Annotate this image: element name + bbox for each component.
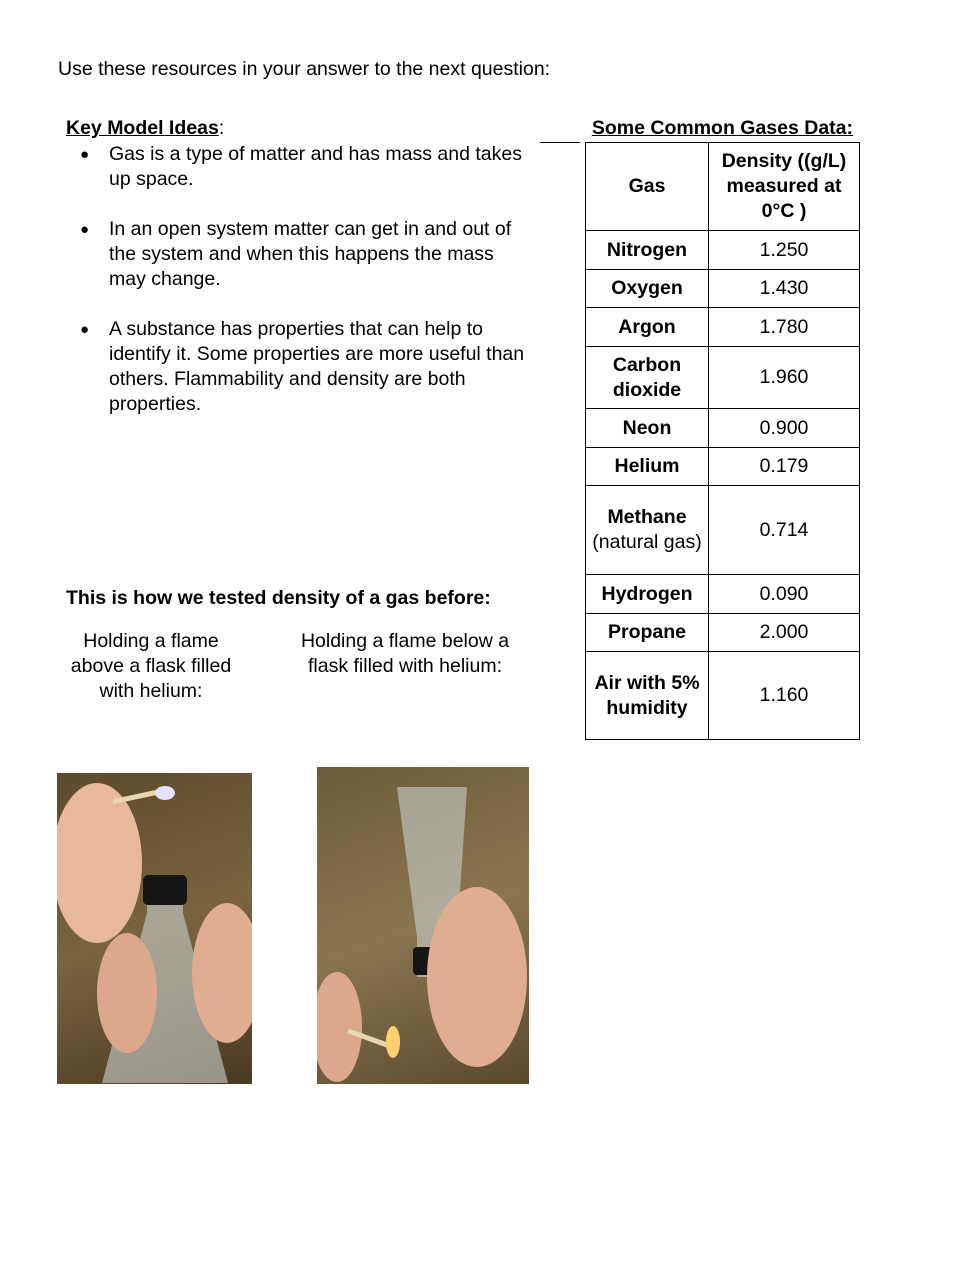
density-cell: 1.960 xyxy=(709,347,860,409)
gas-name-cell xyxy=(586,270,709,308)
gas-name-cell xyxy=(586,614,709,652)
list-item: ● In an open system matter can get in and out of the system and when this happens the mass may change. xyxy=(66,217,526,292)
photo-flame-above-flask xyxy=(57,773,252,1084)
test-heading: This is how we tested density of a gas before: xyxy=(66,587,491,609)
density-cell: 1.780 xyxy=(709,308,860,347)
table-row xyxy=(586,575,860,614)
gas-name: Carbon dioxide xyxy=(612,353,682,401)
gas-name-cell xyxy=(586,575,709,614)
gas-name-cell xyxy=(586,448,709,486)
photo-flame-below-flask xyxy=(317,767,529,1084)
gas-note: (natural gas) xyxy=(592,531,702,553)
gas-name-cell xyxy=(586,652,709,740)
colon: : xyxy=(218,117,225,139)
gas-name-cell xyxy=(586,308,709,347)
gas-name: Air with 5% humidity xyxy=(594,671,700,719)
density-cell: 0.714 xyxy=(709,486,860,575)
gas-name-cell xyxy=(586,486,709,575)
table-row xyxy=(586,347,860,409)
gas-name: Propane xyxy=(607,621,687,643)
table-row xyxy=(586,448,860,486)
key-ideas-heading xyxy=(66,117,224,140)
density-cell: 1.430 xyxy=(709,270,860,308)
table-row xyxy=(586,614,860,652)
table-row xyxy=(586,231,860,270)
gas-name: Argon xyxy=(618,315,676,338)
density-cell: 0.179 xyxy=(709,448,860,486)
key-ideas-list xyxy=(66,142,526,442)
table-row xyxy=(586,308,860,347)
density-cell: 2.000 xyxy=(709,614,860,652)
table-row xyxy=(586,270,860,308)
gas-name: Methane xyxy=(607,506,687,528)
list-item: ● A substance has properties that can help to identify it. Some properties are more useful than others. Flammability and density are both properties. xyxy=(66,317,526,417)
gas-name: Hydrogen xyxy=(601,582,693,605)
gas-name-cell xyxy=(586,409,709,448)
table-header-row xyxy=(586,143,860,231)
table-row xyxy=(586,652,860,740)
intro-text: Use these resources in your answer to the next question: xyxy=(58,58,551,80)
caption-flame-above: Holding a flame above a flask filled with helium: xyxy=(70,630,232,702)
key-ideas-title: Key Model Ideas xyxy=(66,117,219,139)
density-cell: 0.900 xyxy=(709,409,860,448)
density-cell: 1.160 xyxy=(709,652,860,740)
gas-name-cell xyxy=(586,231,709,270)
gas-name-cell xyxy=(586,347,709,409)
gas-name: Oxygen xyxy=(611,277,683,299)
table-row xyxy=(586,486,860,575)
list-item: ● Gas is a type of matter and has mass and takes up space. xyxy=(66,142,526,192)
header-gas: Gas xyxy=(586,143,709,231)
density-cell: 1.250 xyxy=(709,231,860,270)
caption-flame-below: Holding a flame below a flask filled with helium: xyxy=(300,630,510,677)
gas-name: Helium xyxy=(614,455,680,477)
density-cell: 0.090 xyxy=(709,575,860,614)
table-row xyxy=(586,409,860,448)
gases-table-title xyxy=(540,117,853,140)
gas-name: Nitrogen xyxy=(606,238,688,261)
gas-name: Neon xyxy=(622,416,672,439)
header-density: Density ((g/L) measured at 0°C ) xyxy=(709,143,860,231)
gases-title-text: Some Common Gases Data: xyxy=(591,117,853,139)
gases-table xyxy=(585,142,860,740)
